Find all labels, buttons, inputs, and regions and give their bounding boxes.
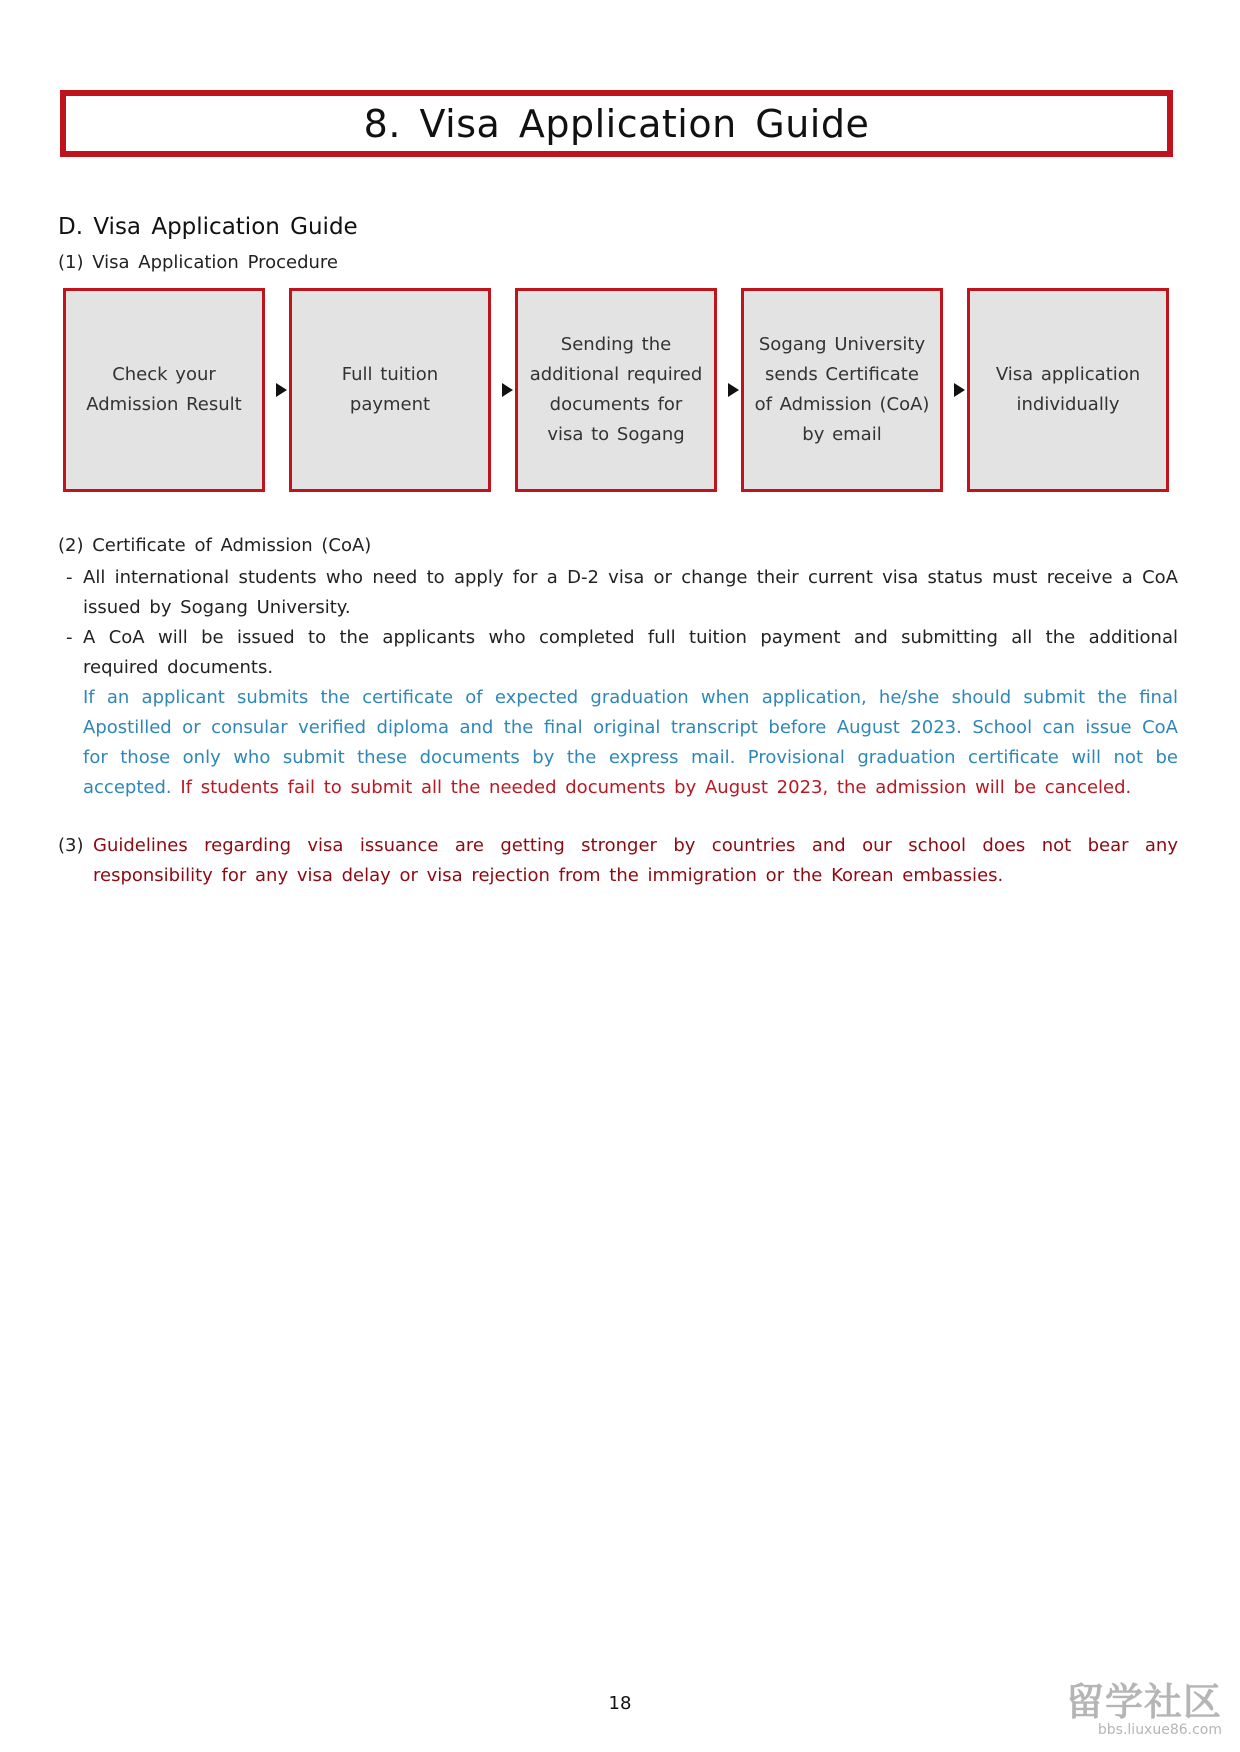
step-tuition-payment: Full tuition payment — [289, 288, 491, 492]
guidelines-item — [58, 831, 1178, 891]
arrow-right-icon — [502, 383, 513, 397]
guidelines-number: (3) — [58, 835, 84, 856]
page-title-box — [60, 90, 1173, 157]
guidelines-text: Guidelines regarding visa issuance are getting stronger by countries and our school does not bear any responsibility for any visa delay or visa rejection from the immigration or the Korean embassies. — [93, 835, 1178, 886]
coa-bullet-2: - A CoA will be issued to the applicants who completed full tuition payment and submitting all the additional required documents. — [66, 627, 1178, 678]
section-heading: D. Visa Application Guide — [58, 214, 358, 240]
coa-note — [58, 683, 1178, 803]
step-check-admission: Check your Admission Result — [63, 288, 265, 492]
arrow-right-icon — [276, 383, 287, 397]
watermark-logo — [1066, 1682, 1222, 1738]
step-coa-email: Sogang University sends Certificate of Admission (CoA) by email — [741, 288, 943, 492]
coa-note-red: If students fail to submit all the needed documents by August 2023, the admission will be canceled. — [180, 777, 1132, 798]
watermark-main: 留学社区 — [1065, 1680, 1222, 1724]
coa-bullet-1: - All international students who need to apply for a D-2 visa or change their current visa status must receive a CoA issued by Sogang University. — [66, 567, 1178, 618]
coa-heading: (2) Certificate of Admission (CoA) — [58, 535, 372, 556]
arrow-right-icon — [954, 383, 965, 397]
procedure-heading: (1) Visa Application Procedure — [58, 252, 339, 273]
guidelines-notice — [58, 831, 1178, 891]
step-visa-application: Visa application individually — [967, 288, 1169, 492]
coa-details — [58, 563, 1178, 803]
coa-note-blue: If an applicant submits the certificate of expected graduation when application, he/she should submit the final Apostilled or consular verified diploma and the final original transcript before August 2023. School can issue CoA for those only who submit these documents by the express mail. Provisional graduation certificate will not be accepted. — [83, 687, 1178, 798]
watermark-url: bbs.liuxue86.com — [1097, 1722, 1222, 1738]
step-send-documents: Sending the additional required documents for visa to Sogang — [515, 288, 717, 492]
page-title: 8. Visa Application Guide — [363, 101, 870, 146]
arrow-right-icon — [728, 383, 739, 397]
page-number: 18 — [608, 1693, 632, 1714]
